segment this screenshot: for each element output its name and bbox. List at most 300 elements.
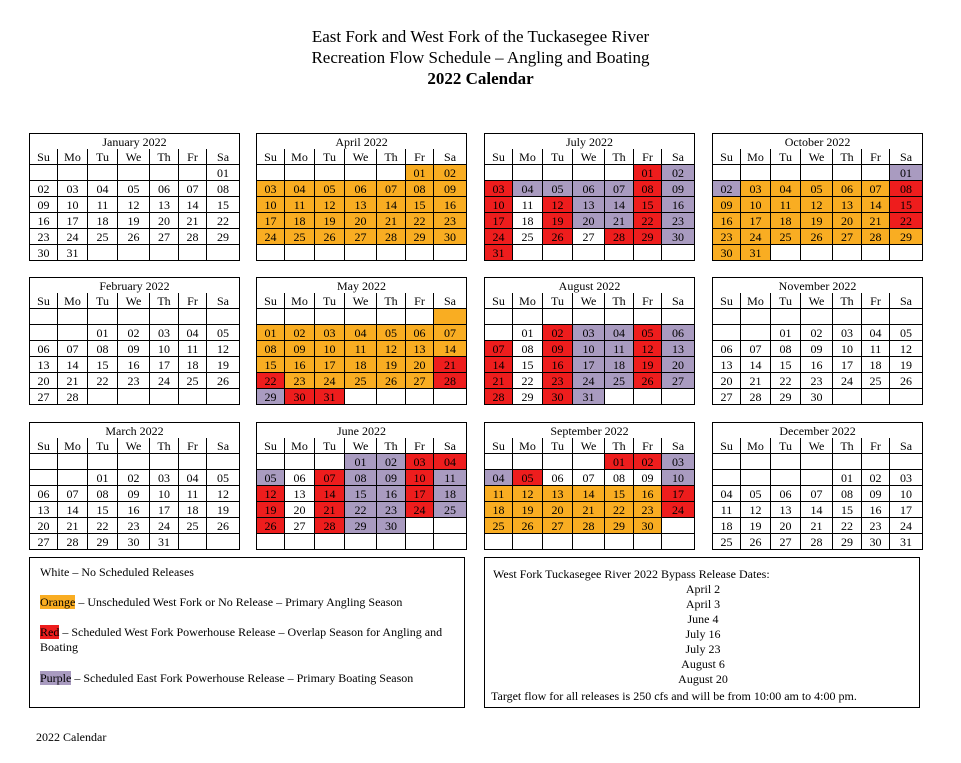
day-cell: 20 — [771, 518, 801, 534]
day-cell — [285, 245, 315, 261]
day-cell: 29 — [257, 389, 285, 405]
day-cell: 16 — [543, 357, 573, 373]
day-cell: 08 — [605, 470, 634, 486]
day-cell: 05 — [741, 486, 771, 502]
day-cell — [406, 518, 434, 534]
day-cell: 01 — [207, 165, 240, 181]
day-cell: 10 — [150, 341, 179, 357]
day-cell: 15 — [833, 502, 862, 518]
day-cell: 11 — [713, 502, 741, 518]
day-cell: 26 — [741, 534, 771, 550]
day-cell: 19 — [207, 502, 240, 518]
day-cell — [771, 454, 801, 470]
weekday-header: Mo — [741, 438, 771, 454]
legend-purple — [40, 671, 456, 686]
day-cell: 16 — [801, 357, 833, 373]
day-cell: 08 — [257, 341, 285, 357]
day-cell: 19 — [890, 357, 923, 373]
day-cell: 05 — [315, 181, 345, 197]
day-cell — [543, 245, 573, 261]
day-cell: 24 — [406, 502, 434, 518]
day-cell: 21 — [58, 373, 88, 389]
day-cell — [605, 245, 634, 261]
day-cell: 23 — [862, 518, 890, 534]
weekday-header: Su — [485, 293, 513, 309]
day-cell: 06 — [406, 325, 434, 341]
month-name: October 2022 — [713, 134, 923, 150]
day-cell: 29 — [890, 229, 923, 245]
weekday-header: Th — [377, 149, 406, 165]
page-footer: 2022 Calendar — [36, 730, 107, 744]
day-cell: 17 — [741, 213, 771, 229]
day-cell: 28 — [58, 534, 88, 550]
day-cell: 26 — [315, 229, 345, 245]
day-cell: 07 — [377, 181, 406, 197]
day-cell: 21 — [377, 213, 406, 229]
day-cell: 23 — [377, 502, 406, 518]
day-cell: 21 — [179, 213, 207, 229]
day-cell: 10 — [257, 197, 285, 213]
weekday-header: Sa — [662, 438, 695, 454]
week-row — [30, 518, 240, 534]
day-cell — [801, 309, 833, 325]
day-cell — [741, 165, 771, 181]
day-cell: 04 — [345, 325, 377, 341]
day-cell — [207, 454, 240, 470]
weekday-header: Fr — [862, 149, 890, 165]
day-cell: 23 — [434, 213, 467, 229]
day-cell: 09 — [285, 341, 315, 357]
weekday-header: We — [345, 149, 377, 165]
day-cell — [285, 309, 315, 325]
month-calendar — [484, 422, 694, 550]
title-line-1: East Fork and West Fork of the Tuckasegee River — [311, 27, 650, 46]
day-cell: 20 — [573, 213, 605, 229]
day-cell: 30 — [713, 245, 741, 261]
day-cell: 16 — [662, 197, 695, 213]
day-cell: 16 — [713, 213, 741, 229]
day-cell: 26 — [801, 229, 833, 245]
day-cell — [801, 245, 833, 261]
day-cell — [179, 165, 207, 181]
day-cell: 02 — [634, 454, 662, 470]
day-cell: 17 — [485, 213, 513, 229]
bypass-date-list — [485, 582, 921, 687]
day-cell — [315, 165, 345, 181]
day-cell: 12 — [118, 197, 150, 213]
day-cell: 11 — [345, 341, 377, 357]
day-cell: 25 — [713, 534, 741, 550]
day-cell: 12 — [377, 341, 406, 357]
weekday-header: We — [118, 438, 150, 454]
bypass-date: April 3 — [685, 597, 721, 611]
day-cell: 28 — [434, 373, 467, 389]
day-cell: 20 — [150, 213, 179, 229]
day-cell: 09 — [543, 341, 573, 357]
weekday-header: Su — [30, 293, 58, 309]
day-cell — [713, 309, 741, 325]
day-cell: 19 — [543, 213, 573, 229]
legend-purple-text: – Scheduled East Fork Powerhouse Release – Primary Boating Season — [71, 671, 414, 685]
day-cell: 19 — [118, 213, 150, 229]
day-cell — [485, 309, 513, 325]
day-cell: 02 — [118, 325, 150, 341]
week-row — [713, 213, 923, 229]
day-cell: 03 — [58, 181, 88, 197]
legend-red — [40, 625, 456, 655]
day-cell: 18 — [713, 518, 741, 534]
day-cell — [315, 245, 345, 261]
day-cell — [345, 309, 377, 325]
day-cell — [771, 245, 801, 261]
day-cell: 17 — [257, 213, 285, 229]
day-cell: 14 — [605, 197, 634, 213]
month-name: September 2022 — [485, 423, 695, 439]
day-cell — [345, 389, 377, 405]
day-cell: 08 — [513, 341, 543, 357]
day-cell: 11 — [179, 486, 207, 502]
day-cell — [801, 454, 833, 470]
day-cell: 07 — [605, 181, 634, 197]
week-row — [30, 213, 240, 229]
day-cell — [833, 245, 862, 261]
bypass-date: July 16 — [685, 627, 721, 641]
day-cell: 18 — [513, 213, 543, 229]
day-cell — [315, 534, 345, 550]
day-cell: 04 — [179, 470, 207, 486]
day-cell — [58, 325, 88, 341]
day-cell — [833, 165, 862, 181]
week-row — [257, 245, 467, 261]
weekday-header: Tu — [88, 293, 118, 309]
weekday-header: Tu — [771, 438, 801, 454]
day-cell — [713, 325, 741, 341]
weekday-header: Th — [605, 438, 634, 454]
day-cell: 07 — [434, 325, 467, 341]
bypass-date: April 2 — [685, 582, 721, 596]
day-cell: 21 — [434, 357, 467, 373]
day-cell — [485, 534, 513, 550]
weekday-header: Mo — [285, 149, 315, 165]
document-title — [0, 26, 961, 89]
weekday-header: Th — [833, 293, 862, 309]
day-cell: 08 — [406, 181, 434, 197]
week-row — [30, 341, 240, 357]
day-cell — [118, 389, 150, 405]
day-cell: 05 — [257, 470, 285, 486]
day-cell: 15 — [771, 357, 801, 373]
day-cell: 29 — [207, 229, 240, 245]
day-cell: 13 — [406, 341, 434, 357]
weekday-header: Th — [150, 149, 179, 165]
day-cell: 14 — [377, 197, 406, 213]
day-cell — [150, 165, 179, 181]
day-cell: 22 — [634, 213, 662, 229]
day-cell — [833, 454, 862, 470]
title-line-3: 2022 Calendar — [427, 69, 534, 88]
day-cell — [345, 245, 377, 261]
week-row — [30, 389, 240, 405]
day-cell: 28 — [485, 389, 513, 405]
day-cell — [485, 454, 513, 470]
day-cell: 09 — [434, 181, 467, 197]
day-cell: 11 — [513, 197, 543, 213]
day-cell: 31 — [315, 389, 345, 405]
day-cell — [662, 245, 695, 261]
month-name: June 2022 — [257, 423, 467, 439]
day-cell — [406, 245, 434, 261]
day-cell — [573, 309, 605, 325]
day-cell: 17 — [58, 213, 88, 229]
day-cell: 14 — [573, 486, 605, 502]
day-cell: 15 — [890, 197, 923, 213]
day-cell: 13 — [30, 357, 58, 373]
day-cell: 13 — [543, 486, 573, 502]
weekday-header: Mo — [513, 149, 543, 165]
day-cell — [513, 309, 543, 325]
day-cell: 02 — [713, 181, 741, 197]
day-cell: 06 — [573, 181, 605, 197]
day-cell: 26 — [377, 373, 406, 389]
day-cell: 18 — [179, 357, 207, 373]
day-cell: 15 — [634, 197, 662, 213]
day-cell — [207, 309, 240, 325]
day-cell: 24 — [58, 229, 88, 245]
day-cell: 03 — [890, 470, 923, 486]
week-row — [485, 165, 695, 181]
day-cell: 08 — [833, 486, 862, 502]
week-row — [30, 229, 240, 245]
day-cell: 09 — [801, 341, 833, 357]
week-row — [30, 357, 240, 373]
day-cell — [179, 534, 207, 550]
week-row — [257, 470, 467, 486]
weekday-header: Th — [605, 293, 634, 309]
weekday-header: Su — [257, 149, 285, 165]
day-cell: 27 — [285, 518, 315, 534]
week-row — [485, 470, 695, 486]
week-row — [485, 486, 695, 502]
day-cell: 19 — [741, 518, 771, 534]
day-cell: 16 — [434, 197, 467, 213]
month-calendar — [712, 133, 922, 261]
week-row — [257, 373, 467, 389]
day-cell: 11 — [285, 197, 315, 213]
day-cell — [345, 165, 377, 181]
day-cell: 24 — [890, 518, 923, 534]
day-cell — [118, 165, 150, 181]
day-cell — [179, 389, 207, 405]
week-row — [485, 357, 695, 373]
week-row — [713, 309, 923, 325]
month-calendar — [29, 277, 239, 405]
bypass-date: June 4 — [687, 612, 719, 626]
day-cell: 23 — [801, 373, 833, 389]
day-cell: 07 — [741, 341, 771, 357]
weekday-header: Su — [485, 438, 513, 454]
bypass-date: August 20 — [678, 672, 728, 686]
day-cell: 08 — [771, 341, 801, 357]
day-cell: 15 — [605, 486, 634, 502]
day-cell: 13 — [150, 197, 179, 213]
day-cell: 04 — [771, 181, 801, 197]
day-cell: 30 — [662, 229, 695, 245]
day-cell — [88, 389, 118, 405]
day-cell: 17 — [662, 486, 695, 502]
day-cell — [150, 245, 179, 261]
day-cell — [377, 245, 406, 261]
day-cell — [713, 165, 741, 181]
day-cell: 15 — [88, 502, 118, 518]
weekday-header: Su — [713, 438, 741, 454]
day-cell: 12 — [801, 197, 833, 213]
day-cell — [833, 389, 862, 405]
weekday-header: Su — [713, 293, 741, 309]
day-cell — [58, 454, 88, 470]
day-cell — [88, 165, 118, 181]
day-cell: 10 — [485, 197, 513, 213]
weekday-header: Mo — [741, 149, 771, 165]
day-cell: 04 — [285, 181, 315, 197]
day-cell: 21 — [741, 373, 771, 389]
day-cell: 11 — [771, 197, 801, 213]
weekday-header: Fr — [862, 438, 890, 454]
day-cell: 31 — [890, 534, 923, 550]
week-row — [485, 213, 695, 229]
week-row — [257, 325, 467, 341]
weekday-header: Sa — [662, 149, 695, 165]
weekday-header: Su — [713, 149, 741, 165]
weekday-header: Th — [377, 293, 406, 309]
day-cell: 07 — [801, 486, 833, 502]
weekday-header: Th — [150, 438, 179, 454]
day-cell — [862, 165, 890, 181]
day-cell: 04 — [434, 454, 467, 470]
day-cell: 19 — [634, 357, 662, 373]
day-cell: 29 — [634, 229, 662, 245]
day-cell: 14 — [434, 341, 467, 357]
day-cell: 12 — [315, 197, 345, 213]
day-cell: 16 — [118, 357, 150, 373]
legend-white-text: White – No Scheduled Releases — [40, 565, 194, 579]
day-cell — [771, 309, 801, 325]
weekday-header: Tu — [543, 293, 573, 309]
day-cell: 01 — [634, 165, 662, 181]
day-cell: 22 — [513, 373, 543, 389]
day-cell: 25 — [88, 229, 118, 245]
day-cell — [179, 309, 207, 325]
day-cell: 04 — [605, 325, 634, 341]
day-cell: 25 — [434, 502, 467, 518]
weekday-header: Fr — [406, 438, 434, 454]
day-cell: 09 — [118, 486, 150, 502]
day-cell: 05 — [377, 325, 406, 341]
weekday-header: Fr — [634, 438, 662, 454]
day-cell: 22 — [88, 373, 118, 389]
day-cell: 15 — [257, 357, 285, 373]
day-cell: 18 — [285, 213, 315, 229]
day-cell — [801, 165, 833, 181]
day-cell: 05 — [513, 470, 543, 486]
legend-orange-text: – Unscheduled West Fork or No Release – Primary Angling Season — [75, 595, 403, 609]
day-cell: 14 — [485, 357, 513, 373]
day-cell: 14 — [58, 357, 88, 373]
day-cell: 16 — [862, 502, 890, 518]
day-cell: 07 — [862, 181, 890, 197]
week-row — [257, 389, 467, 405]
day-cell: 16 — [634, 486, 662, 502]
day-cell: 17 — [833, 357, 862, 373]
day-cell — [634, 245, 662, 261]
day-cell — [573, 534, 605, 550]
day-cell: 28 — [605, 229, 634, 245]
day-cell: 02 — [118, 470, 150, 486]
weekday-header: Th — [605, 149, 634, 165]
day-cell: 26 — [634, 373, 662, 389]
day-cell — [257, 309, 285, 325]
day-cell: 09 — [118, 341, 150, 357]
day-cell: 30 — [434, 229, 467, 245]
day-cell: 30 — [862, 534, 890, 550]
day-cell — [406, 389, 434, 405]
day-cell: 12 — [207, 486, 240, 502]
weekday-header: Tu — [315, 438, 345, 454]
day-cell — [634, 534, 662, 550]
day-cell: 09 — [377, 470, 406, 486]
week-row — [30, 470, 240, 486]
day-cell: 03 — [150, 325, 179, 341]
day-cell: 03 — [485, 181, 513, 197]
bypass-release-box — [484, 557, 920, 708]
day-cell — [150, 389, 179, 405]
day-cell: 18 — [485, 502, 513, 518]
day-cell: 06 — [771, 486, 801, 502]
day-cell: 25 — [179, 518, 207, 534]
day-cell: 13 — [285, 486, 315, 502]
week-row — [485, 309, 695, 325]
day-cell: 04 — [485, 470, 513, 486]
day-cell: 10 — [573, 341, 605, 357]
day-cell: 06 — [833, 181, 862, 197]
day-cell: 23 — [285, 373, 315, 389]
day-cell — [179, 454, 207, 470]
day-cell: 20 — [713, 373, 741, 389]
legend-orange — [40, 595, 456, 610]
day-cell: 22 — [771, 373, 801, 389]
month-name: April 2022 — [257, 134, 467, 150]
day-cell — [207, 534, 240, 550]
weekday-header: Tu — [88, 438, 118, 454]
day-cell — [58, 309, 88, 325]
month-calendar — [29, 133, 239, 261]
day-cell: 26 — [543, 229, 573, 245]
day-cell: 13 — [771, 502, 801, 518]
day-cell — [634, 309, 662, 325]
week-row — [485, 518, 695, 534]
day-cell — [406, 309, 434, 325]
weekday-header: Tu — [315, 149, 345, 165]
weekday-header: We — [345, 438, 377, 454]
day-cell — [605, 534, 634, 550]
weekday-header: Th — [833, 438, 862, 454]
day-cell — [801, 470, 833, 486]
day-cell: 21 — [605, 213, 634, 229]
day-cell: 12 — [207, 341, 240, 357]
day-cell: 11 — [434, 470, 467, 486]
weekday-header: Su — [30, 438, 58, 454]
day-cell: 26 — [890, 373, 923, 389]
day-cell — [833, 309, 862, 325]
